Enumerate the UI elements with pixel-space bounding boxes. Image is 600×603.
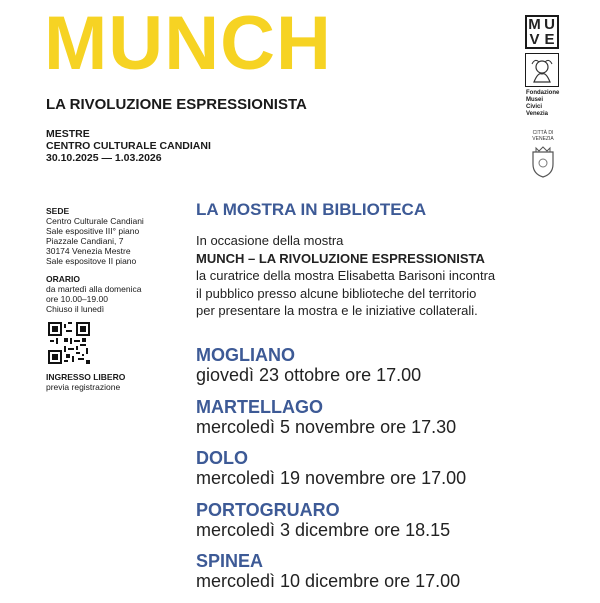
lion-emblem-icon [525,53,559,87]
citta-venezia-label [526,130,560,142]
events-list [196,345,586,603]
sede-line: Centro Culturale Candiani [46,216,144,226]
orario-block [46,274,186,314]
event-item [196,500,586,552]
orario-heading: ORARIO [46,274,80,284]
sede-line: 30174 Venezia Mestre [46,246,131,256]
intro-bold-title: MUNCH – LA RIVOLUZIONE ESPRESSIONISTA [196,250,485,266]
exhibition-subtitle: LA RIVOLUZIONE ESPRESSIONISTA [46,96,307,113]
orario-line: ore 10.00–19.00 [46,294,108,304]
intro-line: per presentare la mostra e le iniziative collaterali. [196,303,478,318]
event-place: DOLO [196,448,248,468]
muve-logo [525,15,559,49]
event-date: giovedì 23 ottobre ore 17.00 [196,365,422,385]
venue-info [46,128,211,164]
event-date: mercoledì 19 novembre ore 17.00 [196,468,467,488]
intro-line: In occasione della mostra [196,233,344,248]
muve-letter-u: U [544,16,555,33]
info-sidebar [46,206,186,322]
sede-line: Sale espositove II piano [46,256,137,266]
qr-code-icon[interactable] [48,322,90,369]
sede-line: Sale espositive III° piano [46,226,140,236]
event-item [196,397,586,449]
intro-line: la curatrice della mostra Elisabetta Barisoni incontra [196,268,496,283]
event-item [196,448,586,500]
intro-line: il pubblico presso alcune biblioteche del territorio [196,285,477,301]
event-place: MARTELLAGO [196,396,323,417]
orario-line: Chiuso il lunedì [46,304,105,314]
event-date: mercoledì 5 novembre ore 17.30 [196,416,457,437]
fondazione-line: Venezia [526,111,549,117]
venue-city: MESTRE [46,128,90,140]
event-place: MOGLIANO [196,345,295,365]
event-date: mercoledì 10 dicembre ore 17.00 [196,571,461,591]
ingresso-block [46,372,186,392]
intro-exhibition-name [196,250,576,268]
exhibition-title: MUNCH [44,1,332,86]
intro-paragraph [196,232,576,320]
section-title: LA MOSTRA IN BIBLIOTECA [196,200,427,219]
fondazione-line: Fondazione [526,90,560,96]
fondazione-line: Civici [526,104,543,110]
sede-heading: SEDE [46,206,70,216]
ingresso-note: previa registrazione [46,382,121,392]
event-item [196,551,586,603]
venezia-crest-icon [530,146,556,183]
fondazione-line: Musei [526,97,544,103]
exhibition-dates: 30.10.2025 — 1.03.2026 [46,152,162,164]
event-date: mercoledì 3 dicembre ore 18.15 [196,519,451,540]
event-place: SPINEA [196,551,264,571]
citta-line: VENEZIA [532,136,554,142]
venue-name: CENTRO CULTURALE CANDIANI [46,140,211,152]
event-place: PORTOGRUARO [196,499,340,520]
event-item [196,345,586,397]
ingresso-heading: INGRESSO LIBERO [46,372,126,382]
orario-line: da martedì alla domenica [46,284,142,294]
citta-line: CITTÀ DI [532,130,554,136]
sede-block [46,206,186,266]
muve-letter-e: E [544,31,555,48]
sede-line: Piazzale Candiani, 7 [46,236,124,246]
muve-letter-m: M [528,16,541,33]
fondazione-label [526,90,559,118]
muve-letter-v: V [529,31,540,48]
